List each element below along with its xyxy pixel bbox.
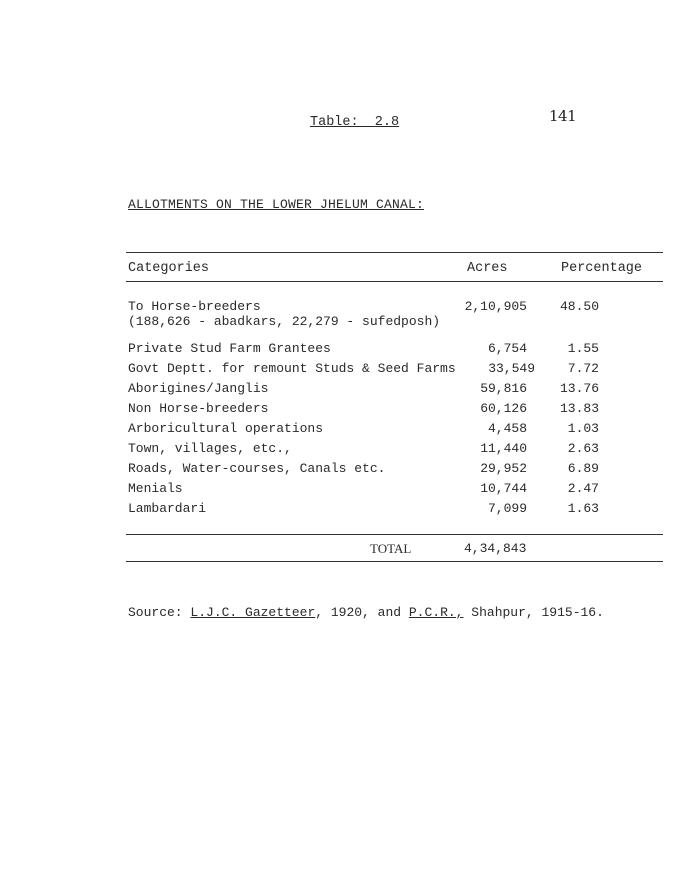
source-suffix: Shahpur, 1915-16. bbox=[463, 605, 604, 620]
header-bottom-rule bbox=[126, 281, 663, 282]
row-percentage: 1.03 bbox=[567, 421, 599, 436]
total-acres: 4,34,843 bbox=[464, 541, 527, 556]
row-category: Roads, Water-courses, Canals etc. bbox=[128, 461, 386, 476]
header-acres: Acres bbox=[467, 261, 508, 276]
row-percentage: 13.76 bbox=[559, 381, 599, 396]
header-percentage: Percentage bbox=[561, 261, 643, 276]
source-note bbox=[128, 605, 604, 620]
row-note: (188,626 - abadkars, 22,279 - sufedposh) bbox=[128, 314, 441, 329]
table-label: Table: 2.8 bbox=[310, 115, 400, 130]
row-category: Non Horse-breeders bbox=[128, 401, 269, 416]
row-category: Lambardari bbox=[128, 501, 207, 516]
row-category: Govt Deptt. for remount Studs & Seed Farms bbox=[128, 361, 456, 376]
table-bottom-rule bbox=[126, 561, 663, 562]
table-row bbox=[128, 341, 663, 361]
table-row bbox=[128, 421, 663, 441]
row-percentage: 7.72 bbox=[567, 361, 599, 376]
row-acres: 2,10,905 bbox=[464, 299, 527, 314]
total-label: TOTAL bbox=[370, 541, 412, 556]
row-acres: 6,754 bbox=[487, 341, 527, 356]
row-acres: 59,816 bbox=[480, 381, 527, 396]
table-top-rule bbox=[126, 252, 663, 253]
row-percentage: 13.83 bbox=[559, 401, 599, 416]
source-ref-gazetteer: L.J.C. Gazetteer bbox=[190, 605, 316, 620]
table-row bbox=[128, 441, 663, 461]
table-row bbox=[128, 481, 663, 501]
row-category: Private Stud Farm Grantees bbox=[128, 341, 331, 356]
total-top-rule bbox=[126, 534, 663, 535]
source-mid: , 1920, and bbox=[315, 605, 409, 620]
page-number: 141 bbox=[549, 107, 577, 125]
row-acres: 4,458 bbox=[487, 421, 527, 436]
row-acres: 33,549 bbox=[488, 361, 535, 376]
row-category: Town, villages, etc., bbox=[128, 441, 292, 456]
row-category: To Horse-breeders bbox=[128, 299, 261, 314]
table-row bbox=[128, 361, 663, 381]
table-row bbox=[128, 381, 663, 401]
header-categories: Categories bbox=[128, 261, 210, 276]
row-percentage: 1.63 bbox=[567, 501, 599, 516]
row-category: Aborigines/Janglis bbox=[128, 381, 269, 396]
row-acres: 10,744 bbox=[480, 481, 527, 496]
source-prefix: Source: bbox=[128, 605, 191, 620]
row-category: Menials bbox=[128, 481, 183, 496]
row-percentage: 2.47 bbox=[567, 481, 599, 496]
row-acres: 7,099 bbox=[487, 501, 527, 516]
row-acres: 29,952 bbox=[480, 461, 527, 476]
row-percentage: 1.55 bbox=[567, 341, 599, 356]
row-percentage: 2.63 bbox=[567, 441, 599, 456]
row-category: Arboricultural operations bbox=[128, 421, 324, 436]
table-row bbox=[128, 401, 663, 421]
row-acres: 60,126 bbox=[480, 401, 527, 416]
table-title: ALLOTMENTS ON THE LOWER JHELUM CANAL: bbox=[128, 197, 425, 212]
table-row bbox=[128, 461, 663, 481]
table-row bbox=[128, 299, 663, 329]
row-percentage: 48.50 bbox=[559, 299, 599, 314]
row-acres: 11,440 bbox=[480, 441, 527, 456]
source-ref-pcr: P.C.R., bbox=[408, 605, 464, 620]
row-percentage: 6.89 bbox=[567, 461, 599, 476]
table-row bbox=[128, 501, 663, 521]
